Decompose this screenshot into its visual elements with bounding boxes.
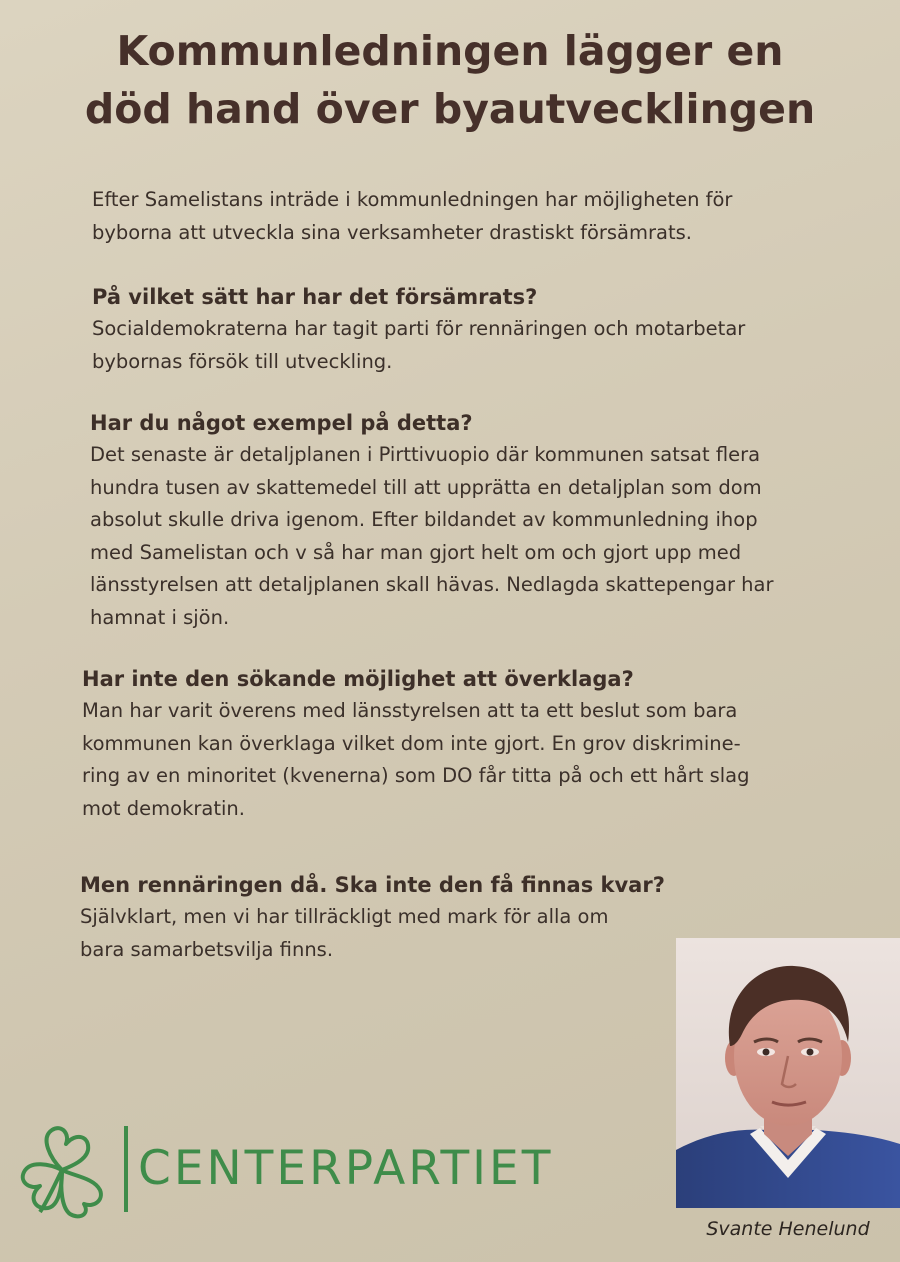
answer-line: bybornas försök till utveckling. [92,349,393,373]
answer-text [80,901,780,966]
answer-text [82,695,822,825]
answer-line: bara samarbetsvilja finns. [80,937,334,961]
author-photo [676,938,900,1208]
answer-line: länsstyrelsen att detaljplanen skall hävas. Nedlagda skattepengar har [90,573,774,596]
logo-divider [124,1126,128,1212]
question-heading: Men rennäringen då. Ska inte den få finnas kvar? [80,873,665,897]
qa-section-1 [92,281,852,378]
author-name: Svante Henelund [706,1218,870,1240]
answer-line: med Samelistan och v så har man gjort helt om och gjort upp med [90,540,742,564]
answer-line: Det senaste är detaljplanen i Pirttivuopio där kommunen satsat flera [90,443,761,466]
qa-section-3 [82,663,822,825]
centerpartiet-logo [10,1120,660,1220]
intro-line-1: Efter Samelistans inträde i kommunledningen har möjligheten för [92,188,733,211]
article-intro [92,183,832,249]
party-name: CENTERPARTIET [138,1141,554,1196]
qa-section-2 [90,407,860,634]
title-line-2: död hand över byautvecklingen [84,85,816,133]
answer-line: hamnat i sjön. [90,605,230,629]
title-line-1: Kommunledningen lägger en [116,27,784,75]
portrait-photo [676,938,900,1208]
clover-icon [10,1120,114,1220]
question-heading: På vilket sätt har har det försämrats? [92,285,538,309]
answer-line: Man har varit överens med länsstyrelsen att ta ett beslut som bara [82,699,738,722]
article-title [60,22,840,138]
answer-line: hundra tusen av skattemedel till att upprätta en detaljplan som dom [90,475,762,499]
answer-line: ring av en minoritet (kvenerna) som DO får titta på och ett hårt slag [82,764,750,787]
answer-text [90,439,860,634]
answer-line: kommunen kan överklaga vilket dom inte gjort. En grov diskrimine- [82,731,741,755]
answer-line: mot demokratin. [82,796,245,820]
intro-line-2: byborna att utveckla sina verksamheter drastiskt försämrats. [92,221,692,244]
question-heading: Har du något exempel på detta? [90,411,473,435]
answer-line: Socialdemokraterna har tagit parti för rennäringen och motarbetar [92,317,746,340]
answer-text [92,313,852,378]
qa-section-4 [80,869,780,966]
answer-line: absolut skulle driva igenom. Efter bildandet av kommunledning ihop [90,508,758,531]
question-heading: Har inte den sökande möjlighet att överklaga? [82,667,634,691]
answer-line: Självklart, men vi har tillräckligt med mark för alla om [80,905,609,928]
